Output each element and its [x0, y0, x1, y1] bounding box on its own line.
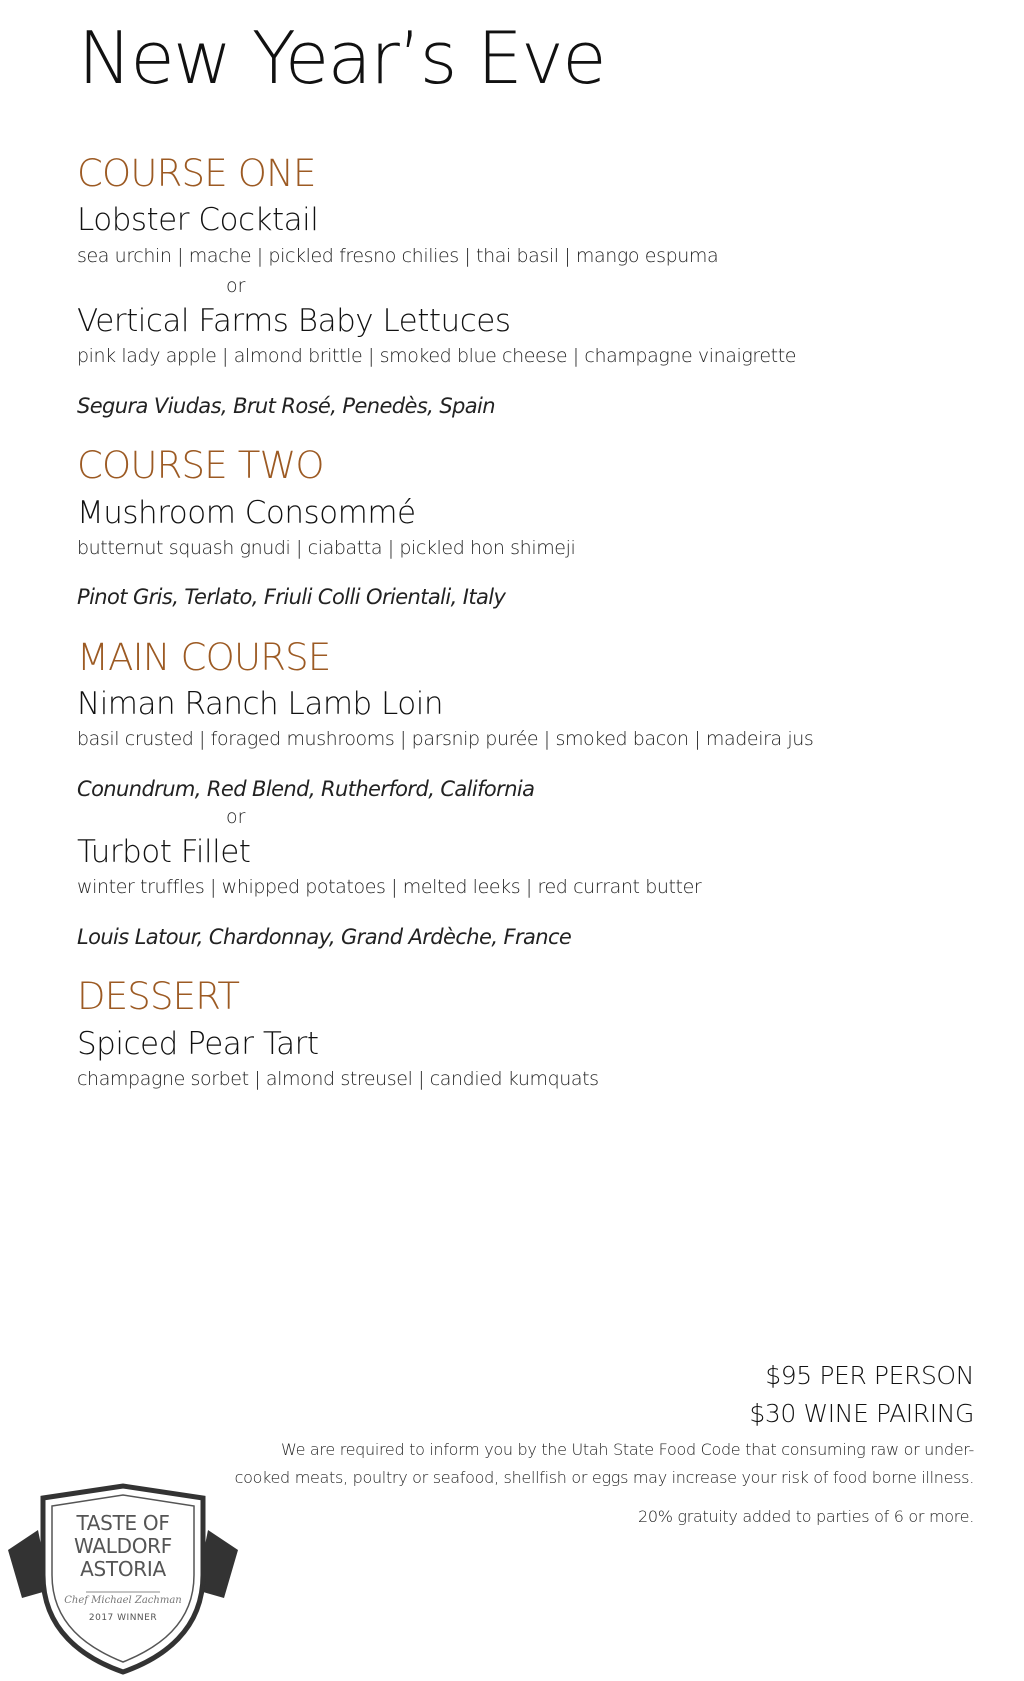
main-course-section [77, 636, 977, 951]
dish-name: Mushroom Consommé [77, 494, 416, 531]
wine-pairing: Segura Viudas, Brut Rosé, Penedès, Spain [77, 393, 496, 418]
or-separator: or [226, 806, 246, 829]
dish-description: winter truffles | whipped potatoes | melted leeks | red currant butter [77, 876, 702, 899]
badge-chef: Chef Michael Zachman [64, 1595, 182, 1606]
course-heading: COURSE ONE [77, 152, 316, 195]
food-code-notice-line2: cooked meats, poultry or seafood, shellfish or eggs may increase your risk of food borne illness. [234, 1468, 974, 1487]
dish-name: Turbot Fillet [77, 833, 251, 870]
course-heading: MAIN COURSE [77, 635, 331, 679]
wine-pairing: Pinot Gris, Terlato, Friuli Colli Orientali, Italy [77, 585, 506, 610]
wine-pairing: Conundrum, Red Blend, Rutherford, California [77, 776, 535, 801]
footer [235, 1357, 974, 1542]
dish-name: Spiced Pear Tart [77, 1025, 319, 1062]
dish-name: Niman Ranch Lamb Loin [77, 686, 443, 723]
badge-award: 2017 WINNER [88, 1613, 158, 1623]
dish-description: butternut squash gnudi | ciabatta | pickled hon shimeji [77, 536, 576, 559]
gratuity-notice: 20% gratuity added to parties of 6 or more. [637, 1507, 974, 1526]
page-title: New Year’s Eve [78, 16, 606, 100]
wine-pairing: Louis Latour, Chardonnay, Grand Ardèche, France [77, 924, 572, 949]
course-two-section [77, 444, 977, 612]
menu [77, 152, 977, 1091]
food-code-notice-line1: We are required to inform you by the Utah State Food Code that consuming raw or under- [281, 1440, 974, 1459]
dish-description: pink lady apple | almond brittle | smoked blue cheese | champagne vinaigrette [77, 345, 797, 368]
award-badge [8, 1480, 238, 1675]
dish-description: basil crusted | foraged mushrooms | parsnip purée | smoked bacon | madeira jus [77, 728, 814, 751]
badge-line3: ASTORIA [80, 1557, 166, 1581]
course-one-section [77, 152, 977, 420]
badge-line1: TASTE OF [76, 1511, 170, 1535]
dish-name: Vertical Farms Baby Lettuces [77, 302, 511, 339]
or-separator: or [226, 275, 246, 298]
dish-description: champagne sorbet | almond streusel | candied kumquats [77, 1067, 599, 1090]
wine-pairing-price: $30 WINE PAIRING [749, 1398, 974, 1428]
badge-title [8, 1512, 238, 1581]
course-heading: DESSERT [77, 975, 240, 1019]
course-heading: COURSE TWO [77, 444, 324, 488]
dish-description: sea urchin | mache | pickled fresno chilies | thai basil | mango espuma [77, 244, 719, 267]
dish-name: Lobster Cocktail [77, 202, 319, 239]
badge-line2: WALDORF [74, 1534, 172, 1558]
price-per-person: $95 PER PERSON [765, 1361, 974, 1390]
dessert-section [77, 975, 977, 1091]
